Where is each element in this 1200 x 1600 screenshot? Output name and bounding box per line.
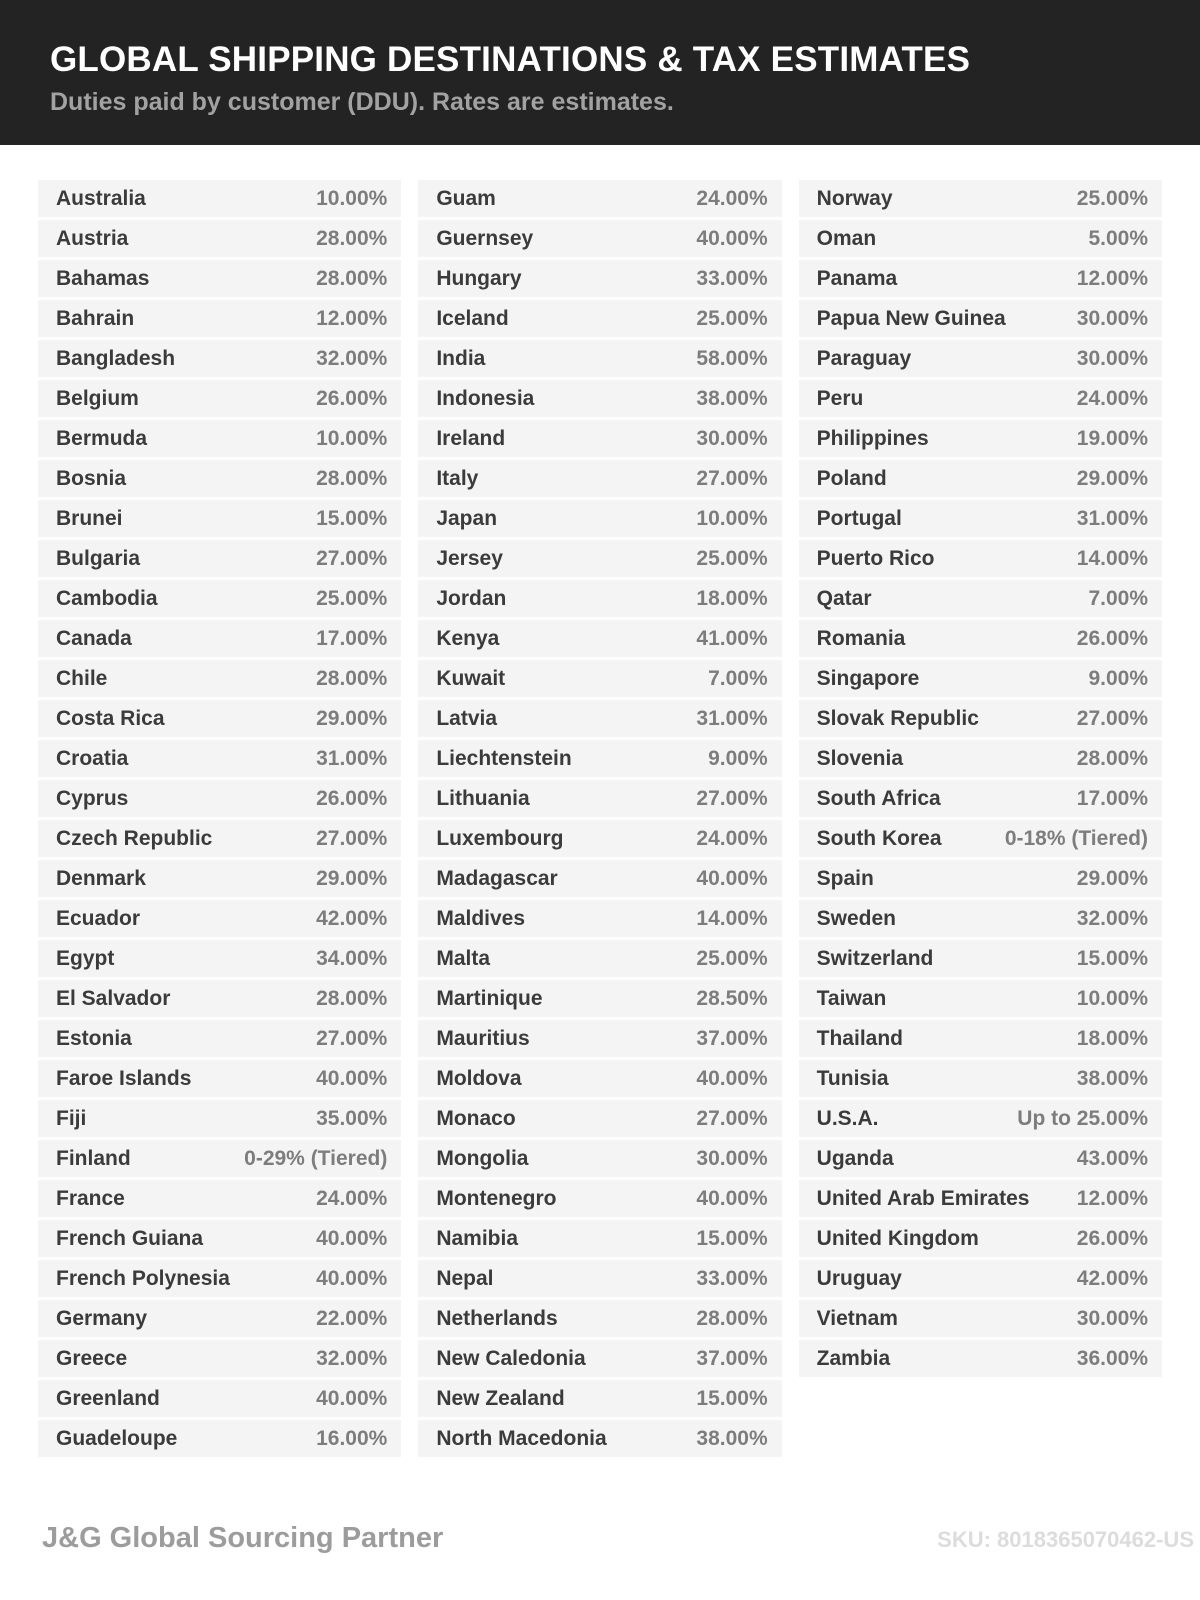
table-row: [38, 820, 401, 857]
tax-rate: 7.00%: [708, 666, 768, 690]
table-row: [38, 1380, 401, 1417]
country-name: Iceland: [436, 306, 509, 330]
table-row: [799, 1140, 1162, 1177]
country-name: Ecuador: [56, 906, 141, 930]
tax-rate: 33.00%: [696, 266, 768, 290]
country-name: Spain: [816, 866, 874, 890]
tax-rate: 18.00%: [696, 586, 768, 610]
table-row: [799, 740, 1162, 777]
table-row: [799, 340, 1162, 377]
table-row: [418, 1220, 781, 1257]
tax-rate: 35.00%: [316, 1106, 388, 1130]
tax-rate: 38.00%: [1076, 1066, 1148, 1090]
tax-rate: 28.00%: [1076, 746, 1148, 770]
tax-rate: 27.00%: [316, 1026, 388, 1050]
country-name: Oman: [816, 226, 877, 250]
table-row: [418, 1300, 781, 1337]
tax-rate: 40.00%: [696, 1186, 768, 1210]
country-name: Portugal: [816, 506, 902, 530]
tax-rate: 15.00%: [1076, 946, 1148, 970]
table-row: [418, 260, 781, 297]
table-row: [799, 540, 1162, 577]
country-name: North Macedonia: [436, 1426, 607, 1450]
table-row: [418, 180, 781, 217]
country-name: Vietnam: [816, 1306, 898, 1330]
table-row: [38, 180, 401, 217]
table-row: [38, 1260, 401, 1297]
country-name: Mongolia: [436, 1146, 529, 1170]
tax-rate: 27.00%: [696, 466, 768, 490]
country-name: Netherlands: [436, 1306, 558, 1330]
country-name: Taiwan: [816, 986, 887, 1010]
tax-rate: 10.00%: [316, 186, 388, 210]
country-name: Norway: [816, 186, 893, 210]
tax-rate: 38.00%: [696, 386, 768, 410]
table-row: [418, 500, 781, 537]
table-row: [38, 500, 401, 537]
tax-rate: 29.00%: [1076, 466, 1148, 490]
tax-rate: 40.00%: [696, 226, 768, 250]
country-name: Faroe Islands: [56, 1066, 192, 1090]
country-name: Martinique: [436, 986, 543, 1010]
table-row: [38, 1020, 401, 1057]
table-row: [38, 1140, 401, 1177]
table-row: [38, 300, 401, 337]
country-name: Italy: [436, 466, 479, 490]
country-name: New Caledonia: [436, 1346, 586, 1370]
country-name: Moldova: [436, 1066, 522, 1090]
country-name: Indonesia: [436, 386, 535, 410]
table-row: [418, 900, 781, 937]
table-row: [799, 260, 1162, 297]
tax-rate: 38.00%: [696, 1426, 768, 1450]
table-row: [38, 1180, 401, 1217]
tax-rate: 32.00%: [316, 346, 388, 370]
country-name: India: [436, 346, 486, 370]
country-name: Japan: [436, 506, 498, 530]
country-name: Montenegro: [436, 1186, 557, 1210]
tax-rate: 24.00%: [316, 1186, 388, 1210]
country-name: Bangladesh: [56, 346, 176, 370]
tax-rate: 37.00%: [696, 1026, 768, 1050]
country-name: Uganda: [816, 1146, 894, 1170]
tax-rate: 18.00%: [1076, 1026, 1148, 1050]
brand-name: J&G Global Sourcing Partner: [42, 1522, 444, 1554]
table-row: [799, 780, 1162, 817]
table-row: [418, 1020, 781, 1057]
table-row: [418, 860, 781, 897]
table-row: [799, 1020, 1162, 1057]
country-name: Australia: [56, 186, 146, 210]
tax-rate: 25.00%: [696, 946, 768, 970]
table-row: [799, 940, 1162, 977]
table-row: [38, 1060, 401, 1097]
tax-rate: 40.00%: [316, 1226, 388, 1250]
table-row: [799, 380, 1162, 417]
country-name: Bermuda: [56, 426, 148, 450]
country-name: Switzerland: [816, 946, 934, 970]
country-name: Guam: [436, 186, 496, 210]
country-name: Belgium: [56, 386, 139, 410]
tax-rate: 24.00%: [1076, 386, 1148, 410]
tax-rate: 10.00%: [316, 426, 388, 450]
country-name: Cambodia: [56, 586, 158, 610]
country-name: El Salvador: [56, 986, 171, 1010]
country-name: Zambia: [816, 1346, 891, 1370]
table-row: [38, 380, 401, 417]
country-name: Jordan: [436, 586, 507, 610]
table-row: [418, 1060, 781, 1097]
page-title: GLOBAL SHIPPING DESTINATIONS & TAX ESTIMATES: [50, 40, 971, 79]
table-row: [38, 1100, 401, 1137]
country-name: Hungary: [436, 266, 522, 290]
table-row: [418, 700, 781, 737]
table-row: [38, 580, 401, 617]
table-row: [38, 980, 401, 1017]
country-name: Estonia: [56, 1026, 132, 1050]
tax-rate: 27.00%: [1076, 706, 1148, 730]
table-row: [418, 1260, 781, 1297]
country-name: Guadeloupe: [56, 1426, 178, 1450]
tax-rate: 28.00%: [696, 1306, 768, 1330]
table-row: [799, 420, 1162, 457]
tax-rate: 25.00%: [316, 586, 388, 610]
table-row: [418, 460, 781, 497]
country-name: Germany: [56, 1306, 148, 1330]
tax-rate: 25.00%: [696, 546, 768, 570]
table-row: [38, 860, 401, 897]
table-row: [418, 380, 781, 417]
country-name: Mauritius: [436, 1026, 530, 1050]
table-row: [418, 740, 781, 777]
country-name: Finland: [56, 1146, 131, 1170]
tax-rate: 31.00%: [1076, 506, 1148, 530]
country-name: Luxembourg: [436, 826, 564, 850]
country-name: Bahrain: [56, 306, 135, 330]
tax-rate: 28.00%: [316, 226, 388, 250]
tax-rate: 42.00%: [1076, 1266, 1148, 1290]
tax-rate: 33.00%: [696, 1266, 768, 1290]
tax-rate: 58.00%: [696, 346, 768, 370]
table-row: [799, 500, 1162, 537]
tax-rate: 30.00%: [1076, 306, 1148, 330]
table-row: [799, 460, 1162, 497]
tax-rate: 28.00%: [316, 666, 388, 690]
table-row: [799, 860, 1162, 897]
table-row: [38, 1220, 401, 1257]
tax-rate: 28.00%: [316, 986, 388, 1010]
tax-rate: 29.00%: [1076, 866, 1148, 890]
table-row: [799, 300, 1162, 337]
country-name: French Guiana: [56, 1226, 204, 1250]
table-row: [38, 260, 401, 297]
country-name: Qatar: [816, 586, 872, 610]
country-name: Maldives: [436, 906, 526, 930]
tax-rate: 30.00%: [696, 426, 768, 450]
tax-rate: 27.00%: [316, 546, 388, 570]
tax-rate: 25.00%: [696, 306, 768, 330]
table-row: [38, 940, 401, 977]
table-row: [38, 700, 401, 737]
tax-rate: 29.00%: [316, 866, 388, 890]
tax-rate: 0-29% (Tiered): [244, 1146, 388, 1170]
country-name: Fiji: [56, 1106, 87, 1130]
tax-rate: 14.00%: [1076, 546, 1148, 570]
country-name: Tunisia: [816, 1066, 889, 1090]
table-row: [799, 900, 1162, 937]
tax-rate: 5.00%: [1088, 226, 1148, 250]
tax-rate: 40.00%: [316, 1386, 388, 1410]
tax-rate: 40.00%: [696, 1066, 768, 1090]
country-name: Lithuania: [436, 786, 530, 810]
country-name: Bahamas: [56, 266, 150, 290]
country-name: Austria: [56, 226, 129, 250]
table-row: [418, 1140, 781, 1177]
country-name: Nepal: [436, 1266, 494, 1290]
rate-column: [418, 180, 781, 1460]
table-row: [38, 900, 401, 937]
country-name: Papua New Guinea: [816, 306, 1006, 330]
table-row: [418, 1100, 781, 1137]
tax-rate: 28.00%: [316, 266, 388, 290]
tax-rate: 27.00%: [696, 786, 768, 810]
country-name: Ireland: [436, 426, 506, 450]
country-name: Paraguay: [816, 346, 912, 370]
table-row: [799, 660, 1162, 697]
country-name: Slovak Republic: [816, 706, 979, 730]
page-header: [0, 0, 1200, 145]
country-name: Uruguay: [816, 1266, 902, 1290]
tax-rate: 27.00%: [696, 1106, 768, 1130]
tax-rate: 22.00%: [316, 1306, 388, 1330]
table-row: [799, 1340, 1162, 1377]
tax-rate: 43.00%: [1076, 1146, 1148, 1170]
country-name: Bulgaria: [56, 546, 141, 570]
country-name: Egypt: [56, 946, 115, 970]
sku-label: SKU: 8018365070462-US: [937, 1527, 1194, 1552]
tax-rate: 26.00%: [1076, 626, 1148, 650]
tax-rate: 15.00%: [696, 1226, 768, 1250]
tax-rate: 7.00%: [1088, 586, 1148, 610]
table-row: [799, 820, 1162, 857]
tax-rate: 31.00%: [316, 746, 388, 770]
tax-rate: 34.00%: [316, 946, 388, 970]
country-name: South Africa: [816, 786, 941, 810]
country-name: Greece: [56, 1346, 128, 1370]
tax-rate: 12.00%: [1076, 266, 1148, 290]
country-name: Cyprus: [56, 786, 129, 810]
table-row: [38, 740, 401, 777]
table-row: [38, 780, 401, 817]
country-name: Poland: [816, 466, 887, 490]
table-row: [799, 1100, 1162, 1137]
table-row: [799, 1260, 1162, 1297]
country-name: Greenland: [56, 1386, 160, 1410]
country-name: Chile: [56, 666, 108, 690]
rate-column: [38, 180, 401, 1460]
country-name: Thailand: [816, 1026, 903, 1050]
table-row: [799, 620, 1162, 657]
tax-rate: 29.00%: [316, 706, 388, 730]
tax-rate: 41.00%: [696, 626, 768, 650]
table-row: [418, 420, 781, 457]
tax-rate: 10.00%: [1076, 986, 1148, 1010]
country-name: New Zealand: [436, 1386, 565, 1410]
tax-rate: 40.00%: [696, 866, 768, 890]
tax-rate: 36.00%: [1076, 1346, 1148, 1370]
country-name: Romania: [816, 626, 906, 650]
table-row: [799, 1220, 1162, 1257]
table-row: [418, 1380, 781, 1417]
country-name: Guernsey: [436, 226, 534, 250]
table-row: [799, 1060, 1162, 1097]
country-name: French Polynesia: [56, 1266, 230, 1290]
country-name: South Korea: [816, 826, 942, 850]
country-name: Puerto Rico: [816, 546, 935, 570]
table-row: [38, 1300, 401, 1337]
country-name: United Kingdom: [816, 1226, 979, 1250]
table-row: [38, 1340, 401, 1377]
tax-rate: 9.00%: [708, 746, 768, 770]
country-name: Malta: [436, 946, 491, 970]
tax-rate-table: [0, 180, 1200, 1460]
country-name: Canada: [56, 626, 132, 650]
table-row: [799, 700, 1162, 737]
tax-rate: 17.00%: [1076, 786, 1148, 810]
country-name: Slovenia: [816, 746, 904, 770]
page-footer: [0, 1522, 1200, 1555]
rate-column: [799, 180, 1162, 1380]
country-name: Kuwait: [436, 666, 506, 690]
tax-rate: Up to 25.00%: [1017, 1106, 1148, 1130]
tax-rate: 28.00%: [316, 466, 388, 490]
table-row: [418, 1340, 781, 1377]
country-name: Kenya: [436, 626, 500, 650]
tax-rate: 15.00%: [696, 1386, 768, 1410]
tax-rate: 15.00%: [316, 506, 388, 530]
country-name: Madagascar: [436, 866, 558, 890]
tax-rate: 26.00%: [1076, 1226, 1148, 1250]
table-row: [38, 1420, 401, 1457]
country-name: Monaco: [436, 1106, 516, 1130]
tax-rate: 9.00%: [1088, 666, 1148, 690]
country-name: Liechtenstein: [436, 746, 572, 770]
table-row: [418, 620, 781, 657]
tax-rate: 14.00%: [696, 906, 768, 930]
table-row: [418, 940, 781, 977]
tax-rate: 30.00%: [696, 1146, 768, 1170]
table-row: [799, 180, 1162, 217]
table-row: [38, 420, 401, 457]
country-name: Jersey: [436, 546, 503, 570]
tax-rate: 27.00%: [316, 826, 388, 850]
table-row: [418, 300, 781, 337]
country-name: France: [56, 1186, 125, 1210]
table-row: [38, 660, 401, 697]
table-row: [418, 1420, 781, 1457]
country-name: Peru: [816, 386, 864, 410]
tax-rate: 28.50%: [696, 986, 768, 1010]
table-row: [418, 220, 781, 257]
country-name: Sweden: [816, 906, 897, 930]
country-name: Croatia: [56, 746, 129, 770]
tax-rate: 10.00%: [696, 506, 768, 530]
tax-rate: 0-18% (Tiered): [1004, 826, 1148, 850]
table-row: [418, 580, 781, 617]
table-row: [418, 780, 781, 817]
tax-rate: 37.00%: [696, 1346, 768, 1370]
table-row: [38, 340, 401, 377]
tax-rate: 42.00%: [316, 906, 388, 930]
table-row: [799, 980, 1162, 1017]
country-name: Brunei: [56, 506, 123, 530]
table-row: [38, 540, 401, 577]
tax-rate: 31.00%: [696, 706, 768, 730]
country-name: U.S.A.: [816, 1106, 879, 1130]
tax-rate: 40.00%: [316, 1066, 388, 1090]
table-row: [418, 1180, 781, 1217]
country-name: Panama: [816, 266, 898, 290]
tax-rate: 30.00%: [1076, 346, 1148, 370]
tax-rate: 26.00%: [316, 786, 388, 810]
table-row: [418, 660, 781, 697]
country-name: Denmark: [56, 866, 146, 890]
tax-rate: 40.00%: [316, 1266, 388, 1290]
tax-rate: 12.00%: [316, 306, 388, 330]
table-row: [418, 540, 781, 577]
table-row: [418, 980, 781, 1017]
tax-rate: 24.00%: [696, 186, 768, 210]
tax-rate: 16.00%: [316, 1426, 388, 1450]
country-name: United Arab Emirates: [816, 1186, 1030, 1210]
table-row: [418, 820, 781, 857]
tax-rate: 26.00%: [316, 386, 388, 410]
tax-rate: 30.00%: [1076, 1306, 1148, 1330]
tax-rate: 24.00%: [696, 826, 768, 850]
table-row: [418, 340, 781, 377]
tax-rate: 32.00%: [316, 1346, 388, 1370]
table-row: [38, 620, 401, 657]
country-name: Costa Rica: [56, 706, 165, 730]
table-row: [799, 220, 1162, 257]
tax-rate: 12.00%: [1076, 1186, 1148, 1210]
table-row: [799, 580, 1162, 617]
country-name: Namibia: [436, 1226, 519, 1250]
country-name: Latvia: [436, 706, 498, 730]
country-name: Philippines: [816, 426, 929, 450]
table-row: [38, 220, 401, 257]
tax-rate: 19.00%: [1076, 426, 1148, 450]
country-name: Singapore: [816, 666, 920, 690]
tax-rate: 25.00%: [1076, 186, 1148, 210]
country-name: Bosnia: [56, 466, 127, 490]
table-row: [799, 1300, 1162, 1337]
page-subtitle: Duties paid by customer (DDU). Rates are estimates.: [50, 88, 674, 116]
tax-rate: 17.00%: [316, 626, 388, 650]
table-row: [38, 460, 401, 497]
table-row: [799, 1180, 1162, 1217]
country-name: Czech Republic: [56, 826, 213, 850]
tax-rate: 32.00%: [1076, 906, 1148, 930]
